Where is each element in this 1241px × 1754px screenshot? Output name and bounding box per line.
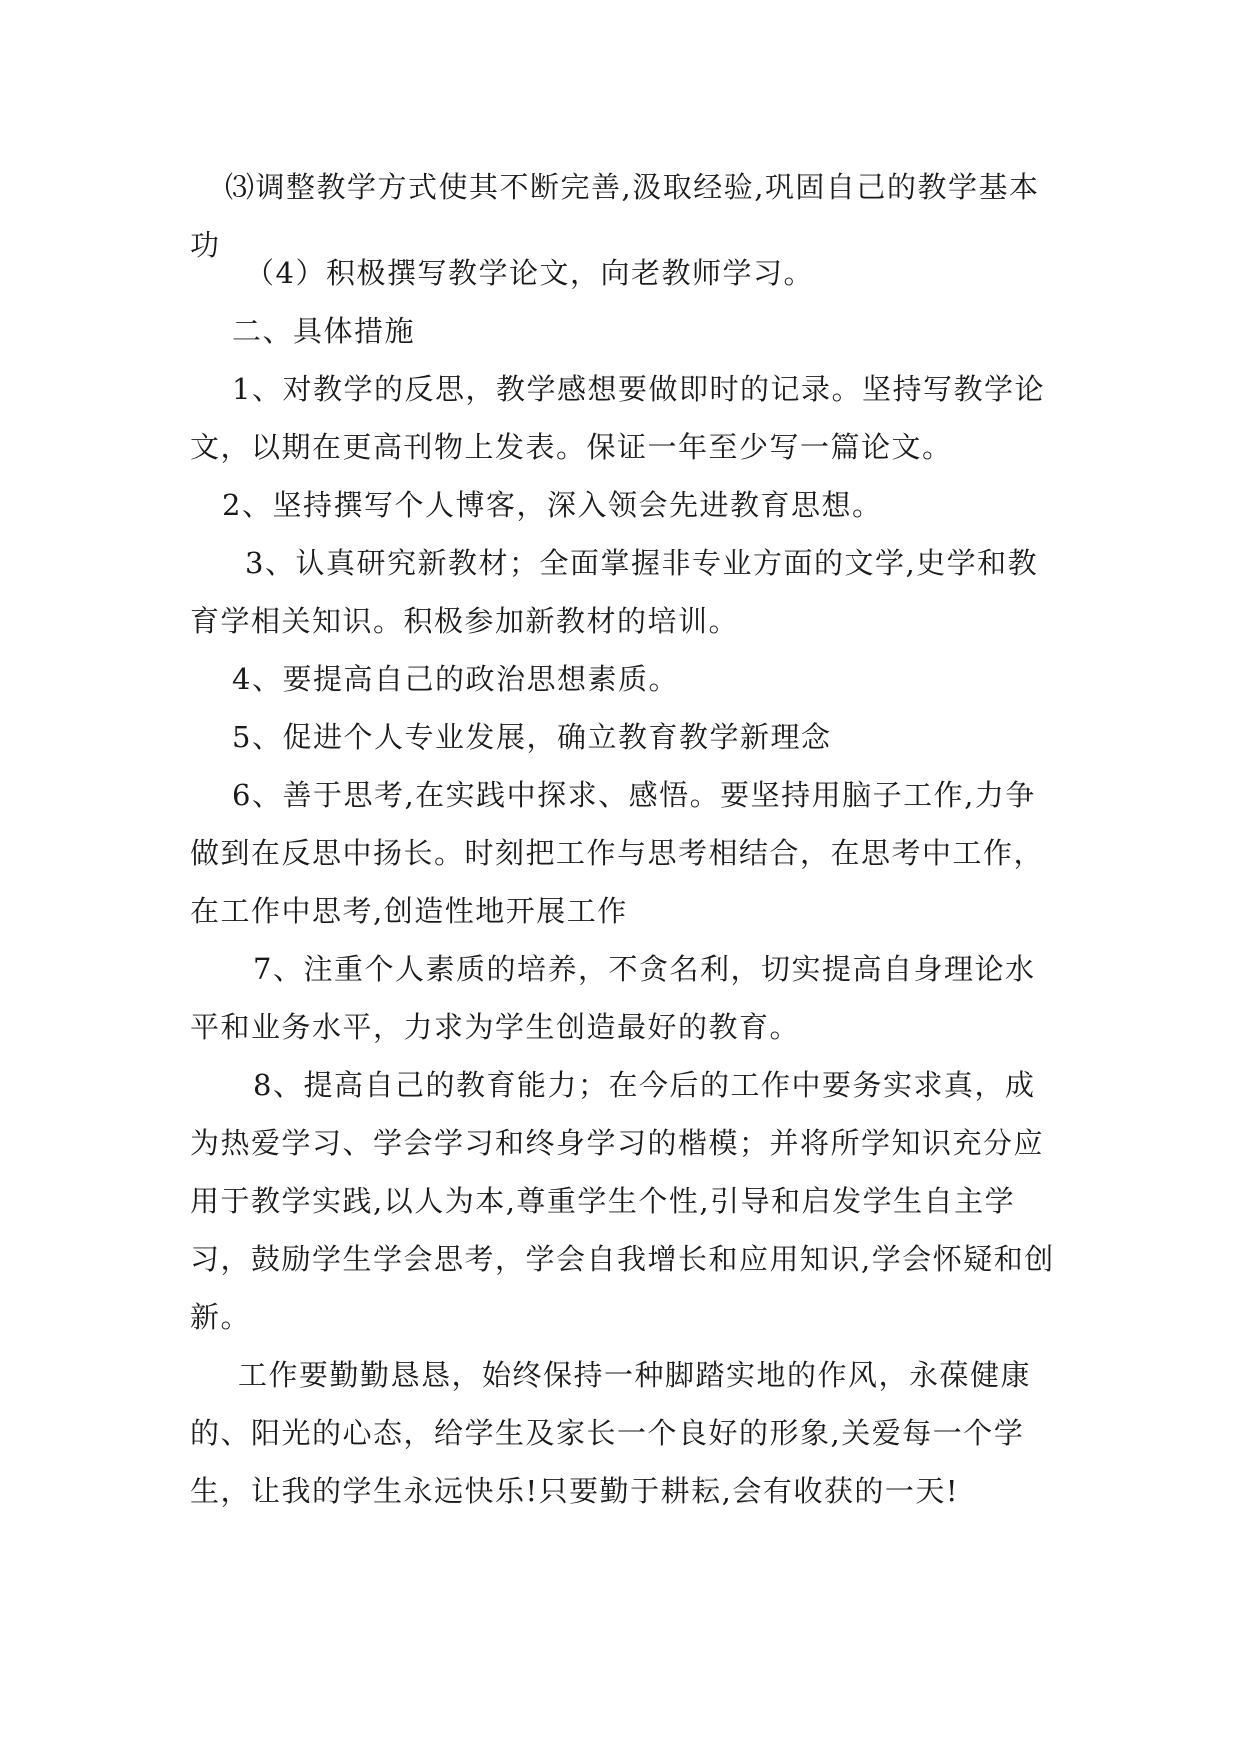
paragraph-item-2: 2、坚持撰写个人博客，深入领会先进教育思想。 [222, 488, 883, 522]
paragraph-item-7: 7、注重个人素质的培养，不贪名利，切实提高自身理论水平和业务水平，力求为学生创造最好的教育。 [190, 952, 1036, 1044]
paragraph-item-4: 4、要提高自己的政治思想素质。 [232, 662, 679, 696]
paragraph-item-6: 6、善于思考,在实践中探求、感悟。要坚持用脑子工作,力争做到在反思中扬长。时刻把工作与思考相结合，在思考中工作，在工作中思考,创造性地开展工作 [190, 778, 1045, 928]
paragraph-conclusion: 工作要勤勤恳恳，始终保持一种脚踏实地的作风，永葆健康的、阳光的心态，给学生及家长一个良好的形象,关爱每一个学生，让我的学生永远快乐!只要勤于耕耘,会有收获的一天! [190, 1358, 1032, 1508]
paragraph-item-8: 8、提高自己的教育能力；在今后的工作中要务实求真，成为热爱学习、学会学习和终身学习的楷模；并将所学知识充分应用于教学实践,以人为本,尊重学生个性,引导和启发学生自主学习，鼓励学生学会思考，学会自我增长和应用知识,学会怀疑和创新。 [190, 1068, 1055, 1334]
paragraph-item-1: 1、对教学的反思，教学感想要做即时的记录。坚持写教学论文，以期在更高刊物上发表。保证一年至少写一篇论文。 [190, 372, 1045, 464]
paragraph-adjust-teaching: ⑶调整教学方式使其不断完善,汲取经验,巩固自己的教学基本功 [190, 170, 1040, 262]
paragraph-write-papers: （4）积极撰写教学论文，向老教师学习。 [245, 256, 814, 290]
paragraph-item-5: 5、促进个人专业发展，确立教育教学新理念 [232, 720, 832, 754]
paragraph-item-3: 3、认真研究新教材；全面掌握非专业方面的文学,史学和教育学相关知识。积极参加新教材的培训。 [190, 546, 1039, 638]
section-heading-measures: 二、具体措施 [232, 314, 416, 348]
